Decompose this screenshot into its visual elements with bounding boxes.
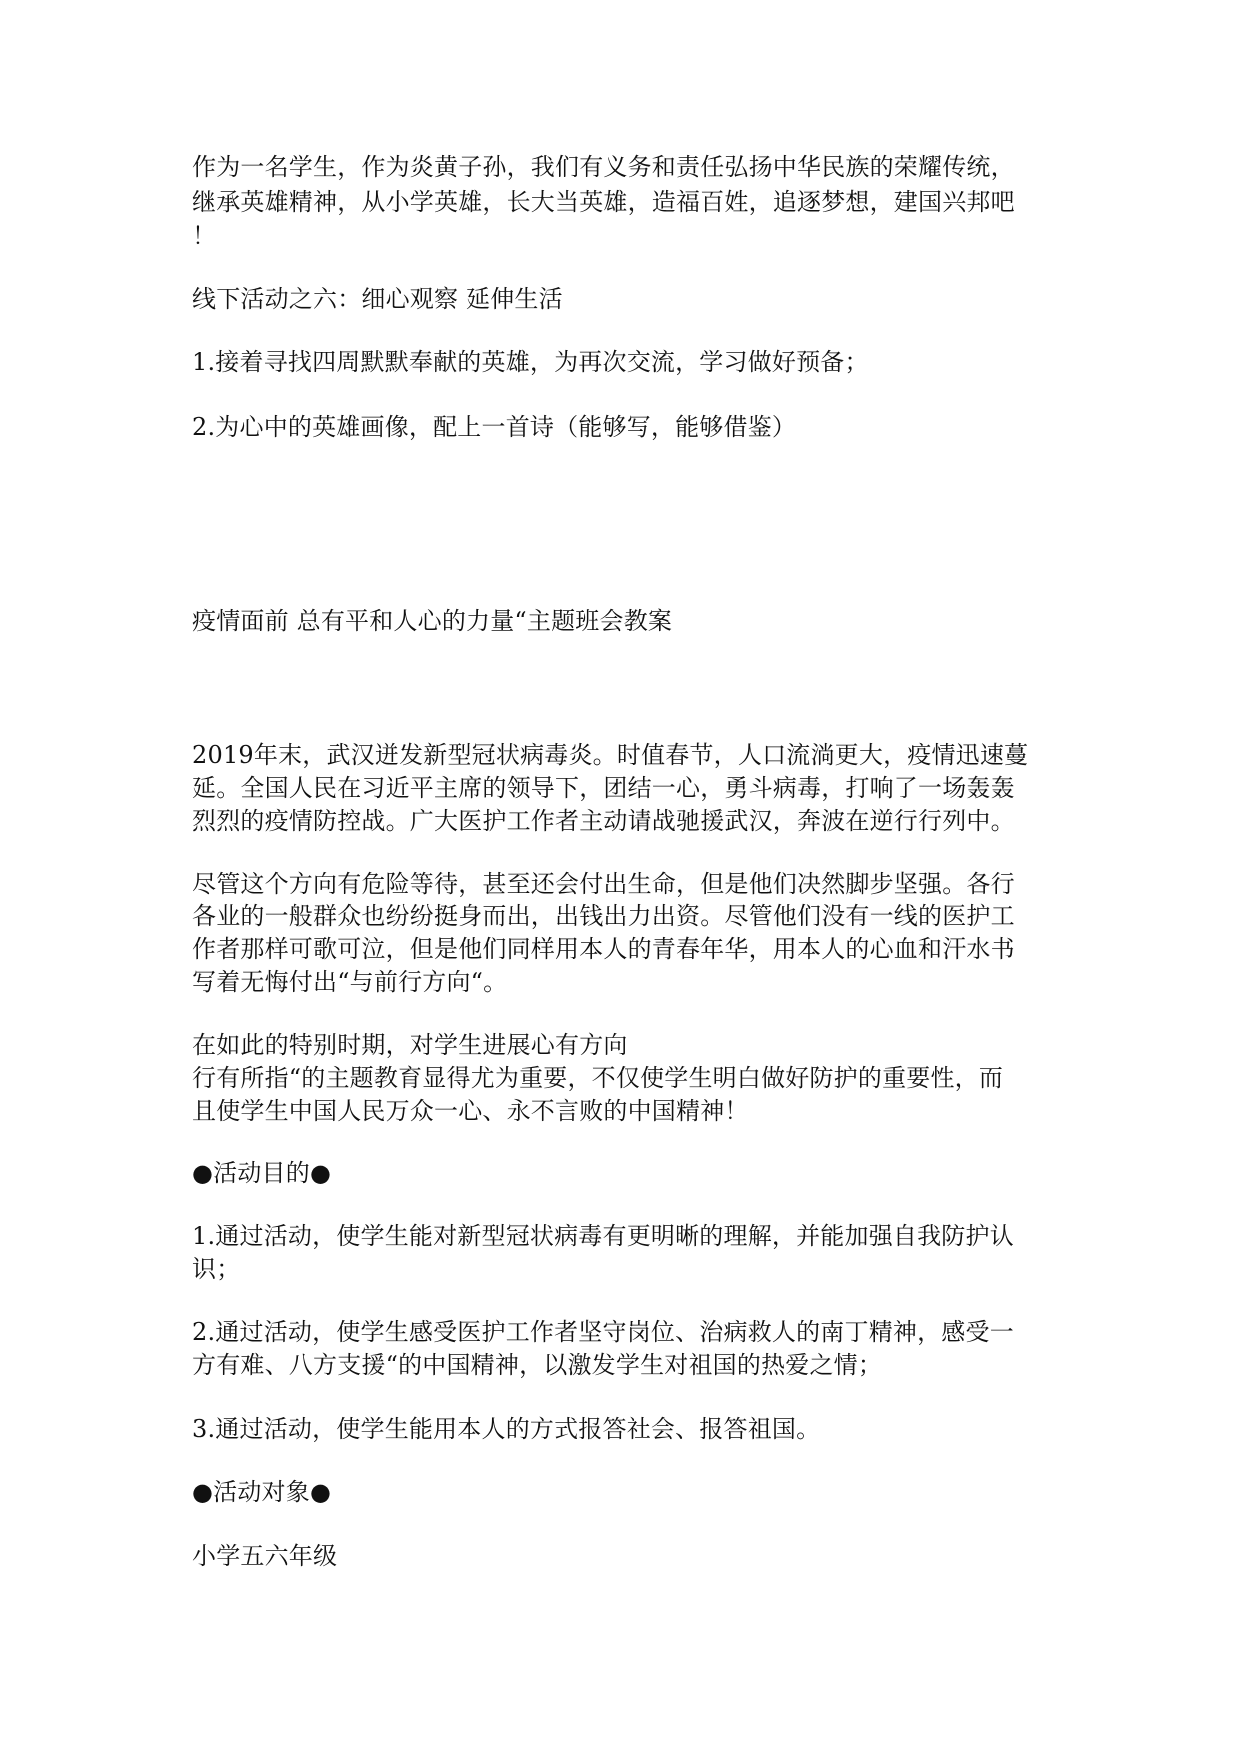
intro-line-1: 作为一名学生，作为炎黄子孙，我们有义务和责任弘扬中华民族的荣耀传统， — [192, 153, 1015, 181]
background-para2-line-2: 各业的一般群众也纷纷挺身而出，出钱出力出资。尽管他们没有一线的医护工 — [192, 902, 1015, 930]
background-para2-line-4: 写着无悔付出“与前行方向“。 — [192, 968, 508, 996]
intro-line-3: ！ — [192, 222, 217, 250]
background-para2-line-1: 尽管这个方向有危险等待，甚至还会付出生命，但是他们决然脚步坚强。各行 — [192, 870, 1015, 898]
background-para1-line-3: 烈烈的疫情防控战。广大医护工作者主动请战驰援武汉，奔波在逆行行列中。 — [192, 807, 1015, 835]
goal-1-line-1: 1.通过活动，使学生能对新型冠状病毒有更明晰的理解，并能加强自我防护认 — [192, 1222, 1014, 1250]
activity6-item-2: 2.为心中的英雄画像，配上一首诗（能够写，能够借鉴） — [192, 413, 797, 441]
audience-value: 小学五六年级 — [192, 1542, 338, 1570]
goals-heading: ●活动目的● — [192, 1159, 332, 1187]
background-para2-line-3: 作者那样可歌可泣，但是他们同样用本人的青春年华，用本人的心血和汗水书 — [192, 935, 1015, 963]
goal-1-line-2: 识； — [192, 1255, 241, 1283]
goal-2-line-2: 方有难、八方支援“的中国精神，以激发学生对祖国的热爱之情； — [192, 1351, 883, 1379]
goal-3-line-1: 3.通过活动，使学生能用本人的方式报答社会、报答祖国。 — [192, 1415, 821, 1443]
activity6-item-1: 1.接着寻找四周默默奉献的英雄，为再次交流，学习做好预备； — [192, 348, 869, 376]
background-para3-line-1: 在如此的特别时期，对学生进展心有方向 — [192, 1031, 628, 1059]
intro-line-2: 继承英雄精神，从小学英雄，长大当英雄，造福百姓，追逐梦想，建国兴邦吧 — [192, 188, 1015, 216]
background-para1-line-2: 延。全国人民在习近平主席的领导下，团结一心，勇斗病毒，打响了一场轰轰 — [192, 774, 1015, 802]
goal-2-line-1: 2.通过活动，使学生感受医护工作者坚守岗位、治病救人的南丁精神，感受一 — [192, 1318, 1014, 1346]
lesson-title: 疫情面前 总有平和人心的力量“主题班会教案 — [192, 607, 673, 635]
background-para3-line-3: 且使学生中国人民万众一心、永不言败的中国精神！ — [192, 1097, 749, 1125]
background-para1-line-1: 2019年末，武汉迸发新型冠状病毒炎。时值春节，人口流淌更大，疫情迅速蔓 — [192, 741, 1029, 769]
background-para3-line-2: 行有所指“的主题教育显得尤为重要，不仅使学生明白做好防护的重要性，而 — [192, 1064, 1004, 1092]
activity6-heading: 线下活动之六：细心观察 延伸生活 — [192, 285, 563, 313]
audience-heading: ●活动对象● — [192, 1478, 332, 1506]
